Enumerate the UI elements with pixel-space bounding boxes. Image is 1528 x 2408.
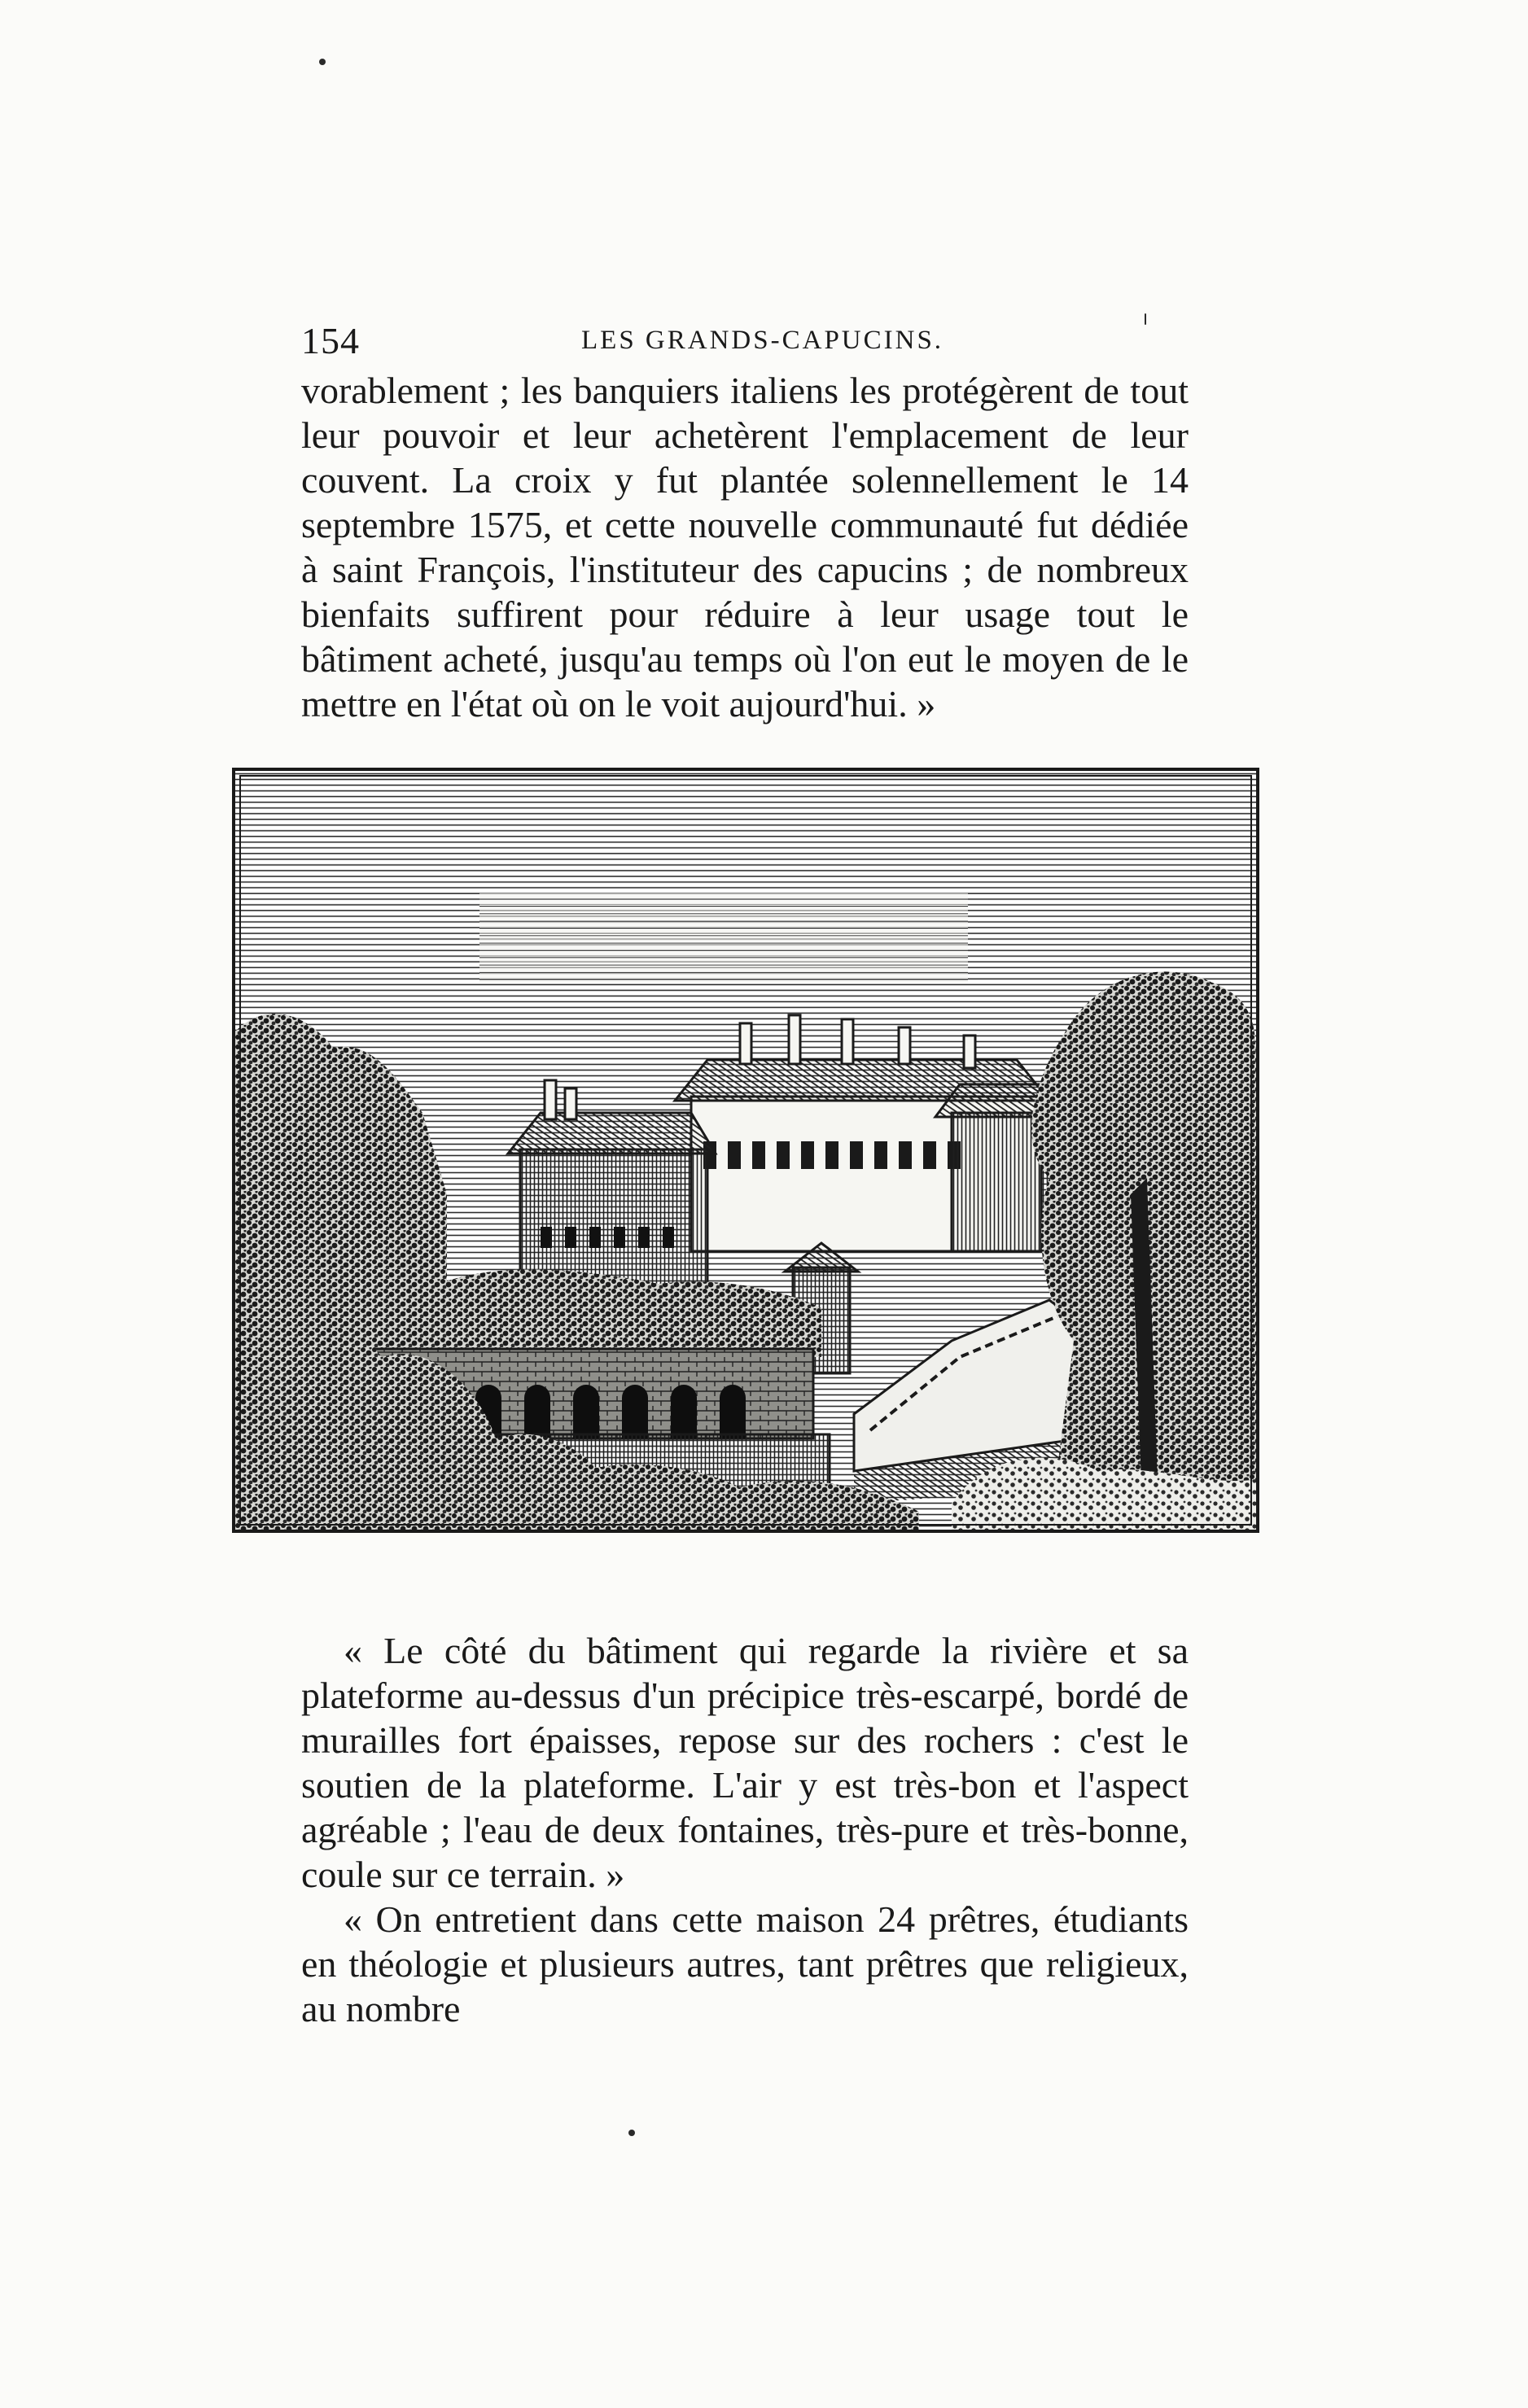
text-block-bottom [301,1628,1189,2031]
page-number: 154 [301,320,360,361]
page-header [301,319,1197,368]
text-block-top [301,368,1189,726]
convent-engraving [232,768,1259,1533]
paragraph-continued: vorablement ; les banquiers italiens les protégèrent de tout leur pouvoir et leur achetèrent l'emplacement de leur couvent. La croix y fut plantée solennellement le 14 septembre 1575, et cette nouvelle communauté fut dédiée à saint François, l'instituteur des capucins ; de nombreux bienfaits suffirent pour réduire à leur usage tout le bâtiment acheté, jusqu'au temps où l'on eut le moyen de le mettre en l'état où on le voit aujourd'hui. » [301,370,1189,725]
scan-speck [319,59,326,65]
paragraph-priests: « On entretient dans cette maison 24 prêtres, étudiants en théologie et plusieurs autres, tant prêtres que religieux, au nombre [301,1898,1189,2029]
paragraph-terrace: « Le côté du bâtiment qui regarde la rivière et sa plateforme au-dessus d'un précipice très-escarpé, bordé de murailles fort épaisses, repose sur des rochers : c'est le soutien de la plateforme. L'air y est très-bon et l'aspect agréable ; l'eau de deux fontaines, très-pure et très-bonne, coule sur ce terrain. » [301,1630,1189,1895]
running-title: LES GRANDS-CAPUCINS. [581,326,944,355]
scan-speck [628,2130,635,2136]
